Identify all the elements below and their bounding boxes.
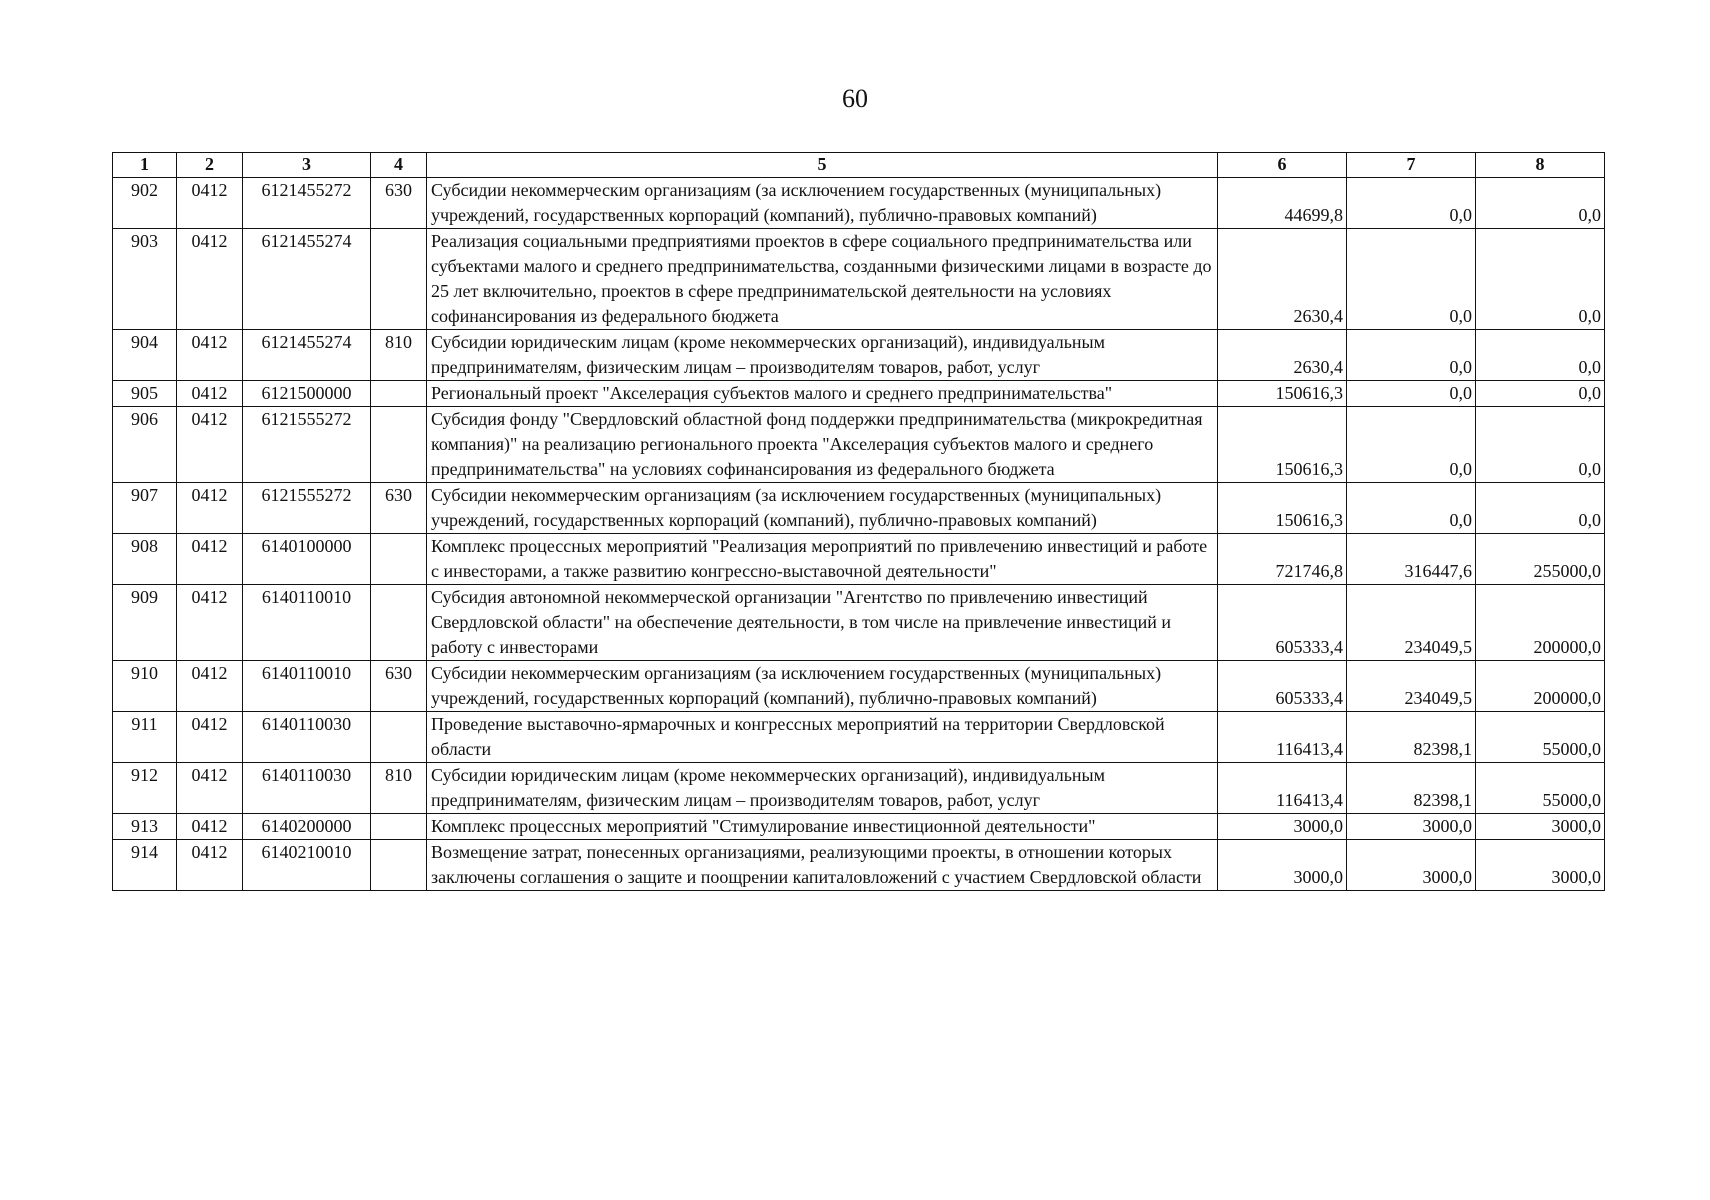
item-description: Субсидии юридическим лицам (кроме некоммерческих организаций), индивидуальным предпринимателям, физическим лицам – производителям товаров, работ, услуг [427,330,1218,381]
row-number: 906 [113,407,177,483]
target-article-code: 6140210010 [243,840,371,891]
item-description: Субсидии некоммерческим организациям (за исключением государственных (муниципальных) учреждений, государственных корпораций (компаний), публично-правовых компаний) [427,483,1218,534]
amount-col-7: 0,0 [1347,229,1476,330]
amount-col-6: 150616,3 [1218,483,1347,534]
expense-type-code: 630 [371,661,427,712]
expense-type-code [371,814,427,840]
amount-col-7: 82398,1 [1347,763,1476,814]
section-code: 0412 [177,840,243,891]
amount-col-7: 0,0 [1347,483,1476,534]
column-header: 7 [1347,153,1476,178]
expense-type-code: 630 [371,178,427,229]
amount-col-7: 234049,5 [1347,661,1476,712]
column-header: 8 [1476,153,1605,178]
column-header: 3 [243,153,371,178]
table-row [113,585,1605,661]
section-code: 0412 [177,330,243,381]
section-code: 0412 [177,585,243,661]
amount-col-8: 0,0 [1476,178,1605,229]
item-description: Проведение выставочно-ярмарочных и конгрессных мероприятий на территории Свердловской области [427,712,1218,763]
row-number: 907 [113,483,177,534]
section-code: 0412 [177,381,243,407]
amount-col-6: 116413,4 [1218,763,1347,814]
amount-col-8: 55000,0 [1476,763,1605,814]
expense-type-code: 810 [371,330,427,381]
table-row [113,814,1605,840]
section-code: 0412 [177,483,243,534]
table-row [113,763,1605,814]
amount-col-6: 2630,4 [1218,330,1347,381]
row-number: 902 [113,178,177,229]
table-row [113,534,1605,585]
row-number: 904 [113,330,177,381]
target-article-code: 6140110030 [243,763,371,814]
amount-col-8: 3000,0 [1476,814,1605,840]
expense-type-code: 810 [371,763,427,814]
amount-col-8: 3000,0 [1476,840,1605,891]
expense-type-code [371,534,427,585]
item-description: Субсидии юридическим лицам (кроме некоммерческих организаций), индивидуальным предпринимателям, физическим лицам – производителям товаров, работ, услуг [427,763,1218,814]
expense-type-code [371,585,427,661]
row-number: 905 [113,381,177,407]
expense-type-code: 630 [371,483,427,534]
table-row [113,330,1605,381]
row-number: 909 [113,585,177,661]
amount-col-6: 44699,8 [1218,178,1347,229]
page-number: 60 [842,84,868,113]
amount-col-7: 0,0 [1347,330,1476,381]
column-header: 5 [427,153,1218,178]
amount-col-6: 2630,4 [1218,229,1347,330]
row-number: 913 [113,814,177,840]
table-row [113,407,1605,483]
item-description: Возмещение затрат, понесенных организациями, реализующими проекты, в отношении которых заключены соглашения о защите и поощрении капиталовложений с участием Свердловской области [427,840,1218,891]
amount-col-7: 82398,1 [1347,712,1476,763]
expense-type-code [371,840,427,891]
expense-type-code [371,229,427,330]
target-article-code: 6121455272 [243,178,371,229]
amount-col-6: 605333,4 [1218,585,1347,661]
amount-col-8: 0,0 [1476,407,1605,483]
row-number: 903 [113,229,177,330]
header-row [113,153,1605,178]
table-row [113,381,1605,407]
amount-col-6: 605333,4 [1218,661,1347,712]
column-header: 4 [371,153,427,178]
item-description: Реализация социальными предприятиями проектов в сфере социального предпринимательства или субъектами малого и среднего предпринимательства, созданными физическими лицами в возрасте до 25 лет включительно, проектов в сфере предпринимательской деятельности на условиях софинансирования из федерального бюджета [427,229,1218,330]
item-description: Субсидии некоммерческим организациям (за исключением государственных (муниципальных) учреждений, государственных корпораций (компаний), публично-правовых компаний) [427,661,1218,712]
table-row [113,178,1605,229]
target-article-code: 6121555272 [243,407,371,483]
expense-type-code [371,407,427,483]
amount-col-8: 255000,0 [1476,534,1605,585]
section-code: 0412 [177,712,243,763]
target-article-code: 6140100000 [243,534,371,585]
target-article-code: 6121555272 [243,483,371,534]
target-article-code: 6121455274 [243,330,371,381]
table-row [113,712,1605,763]
row-number: 908 [113,534,177,585]
table-row [113,483,1605,534]
target-article-code: 6140200000 [243,814,371,840]
row-number: 914 [113,840,177,891]
amount-col-6: 150616,3 [1218,381,1347,407]
section-code: 0412 [177,661,243,712]
amount-col-8: 200000,0 [1476,661,1605,712]
row-number: 912 [113,763,177,814]
target-article-code: 6140110030 [243,712,371,763]
item-description: Комплекс процессных мероприятий "Реализация мероприятий по привлечению инвестиций и работе с инвесторами, а также развитию конгрессно-выставочной деятельности" [427,534,1218,585]
item-description: Субсидия фонду "Свердловский областной фонд поддержки предпринимательства (микрокредитная компания)" на реализацию регионального проекта "Акселерация субъектов малого и среднего предпринимательства" на условиях софинансирования из федерального бюджета [427,407,1218,483]
table-row [113,661,1605,712]
section-code: 0412 [177,407,243,483]
amount-col-6: 3000,0 [1218,840,1347,891]
row-number: 911 [113,712,177,763]
item-description: Региональный проект "Акселерация субъектов малого и среднего предпринимательства" [427,381,1218,407]
amount-col-6: 3000,0 [1218,814,1347,840]
target-article-code: 6121455274 [243,229,371,330]
amount-col-8: 200000,0 [1476,585,1605,661]
item-description: Субсидия автономной некоммерческой организации "Агентство по привлечению инвестиций Свердловской области" на обеспечение деятельности, в том числе на привлечение инвестиций и работу с инвесторами [427,585,1218,661]
amount-col-7: 0,0 [1347,407,1476,483]
column-header: 2 [177,153,243,178]
item-description: Субсидии некоммерческим организациям (за исключением государственных (муниципальных) учреждений, государственных корпораций (компаний), публично-правовых компаний) [427,178,1218,229]
amount-col-8: 55000,0 [1476,712,1605,763]
section-code: 0412 [177,178,243,229]
section-code: 0412 [177,763,243,814]
column-header: 1 [113,153,177,178]
row-number: 910 [113,661,177,712]
amount-col-7: 3000,0 [1347,840,1476,891]
amount-col-6: 721746,8 [1218,534,1347,585]
target-article-code: 6140110010 [243,661,371,712]
amount-col-7: 3000,0 [1347,814,1476,840]
amount-col-8: 0,0 [1476,381,1605,407]
amount-col-6: 150616,3 [1218,407,1347,483]
amount-col-8: 0,0 [1476,229,1605,330]
section-code: 0412 [177,534,243,585]
target-article-code: 6121500000 [243,381,371,407]
amount-col-7: 0,0 [1347,381,1476,407]
column-header: 6 [1218,153,1347,178]
amount-col-8: 0,0 [1476,483,1605,534]
item-description: Комплекс процессных мероприятий "Стимулирование инвестиционной деятельности" [427,814,1218,840]
budget-table [112,152,1605,891]
expense-type-code [371,712,427,763]
expense-type-code [371,381,427,407]
target-article-code: 6140110010 [243,585,371,661]
amount-col-7: 234049,5 [1347,585,1476,661]
amount-col-7: 316447,6 [1347,534,1476,585]
section-code: 0412 [177,229,243,330]
amount-col-7: 0,0 [1347,178,1476,229]
amount-col-8: 0,0 [1476,330,1605,381]
amount-col-6: 116413,4 [1218,712,1347,763]
section-code: 0412 [177,814,243,840]
table-row [113,229,1605,330]
table-row [113,840,1605,891]
